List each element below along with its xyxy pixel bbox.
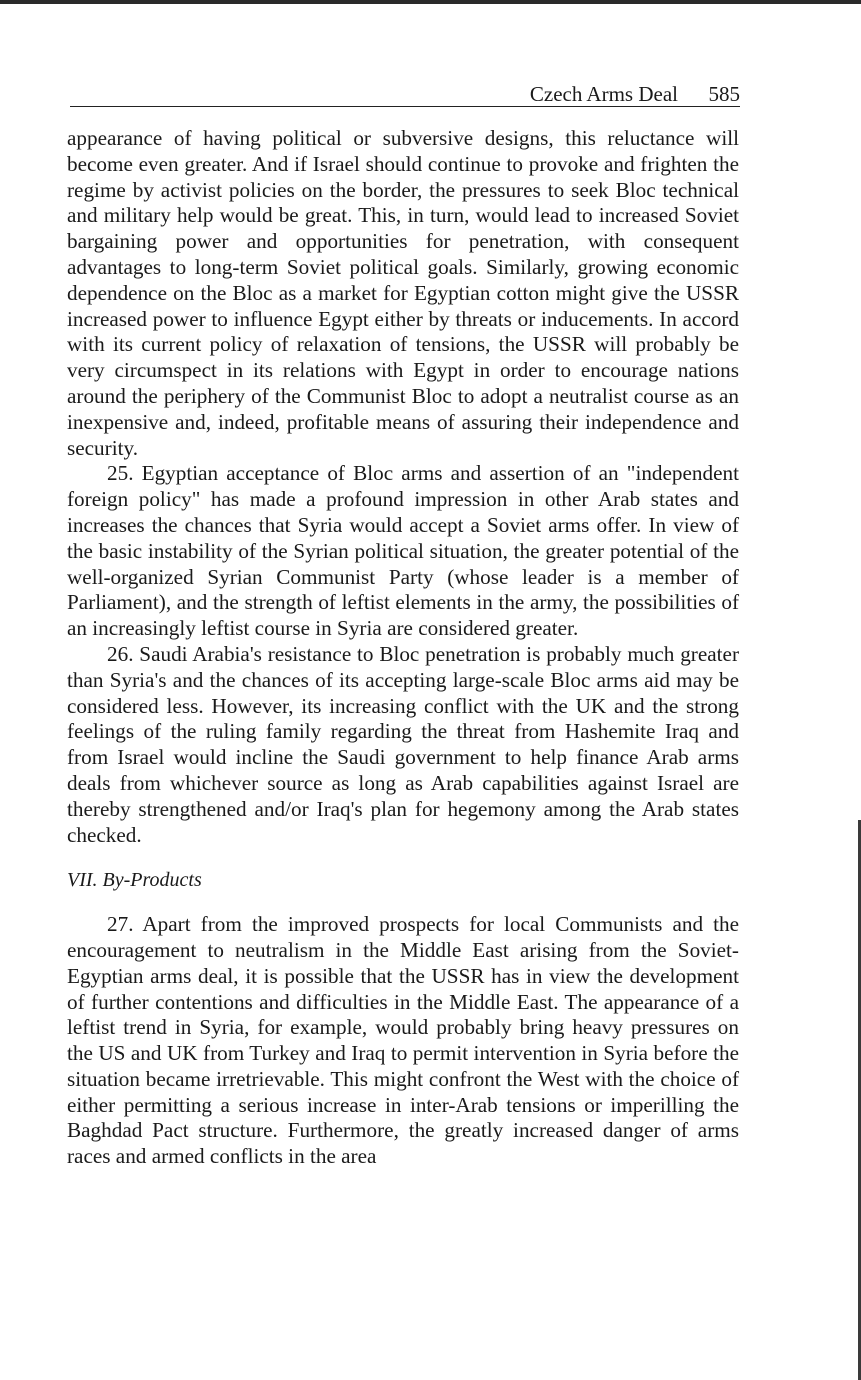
running-head-title: Czech Arms Deal <box>529 82 678 106</box>
paragraph-25: 25. Egyptian acceptance of Bloc arms and assertion of an "independent foreign policy" has made a profound impression in other Arab states and increases the chances that Syria would accept a Soviet arms offer. In view of the basic instability of the Syrian political situation, the greater potential of the well-organized Syrian Communist Party (whose leader is a member of Parliament), and the strength of leftist elements in the army, the possibilities of an increasingly leftist course in Syria are considered greater. <box>67 461 739 641</box>
paragraph-27: 27. Apart from the improved prospects for local Communists and the encouragement to neutralism in the Middle East arising from the Soviet-Egyptian arms deal, it is possible that the USSR has in view the development of further contentions and difficulties in the Middle East. The appearance of a leftist trend in Syria, for example, would probably bring heavy pressures on the US and UK from Turkey and Iraq to permit intervention in Syria before the situation became irretrievable. This might confront the West with the choice of either permitting a serious increase in inter-Arab tensions or imperilling the Baghdad Pact structure. Furthermore, the greatly increased danger of arms races and armed conflicts in the area <box>67 912 739 1169</box>
running-head <box>70 82 740 107</box>
page-top-border <box>0 0 861 4</box>
page-number: 585 <box>708 82 740 106</box>
paragraph-continued: appearance of having political or subversive designs, this reluctance will become even greater. And if Israel should continue to provoke and frighten the regime by activist policies on the border, the pressures to seek Bloc technical and military help would be great. This, in turn, would lead to increased Soviet bargaining power and opportunities for penetration, with consequent advantages to long-term Soviet political goals. Similarly, growing economic dependence on the Bloc as a market for Egyptian cotton might give the USSR increased power to influence Egypt either by threats or inducements. In accord with its current policy of relaxation of tensions, the USSR will probably be very circumspect in its relations with Egypt in order to encourage nations around the periphery of the Communist Bloc to adopt a neutralist course as an inexpensive and, indeed, profitable means of assuring their independence and security. <box>67 126 739 460</box>
body-text <box>67 126 739 1170</box>
paragraph-26: 26. Saudi Arabia's resistance to Bloc penetration is probably much greater than Syria's and the chances of its accepting large-scale Bloc arms aid may be considered less. However, its increasing conflict with the UK and the strong feelings of the ruling family regarding the threat from Hashemite Iraq and from Israel would incline the Saudi government to help finance Arab arms deals from whichever source as long as Arab capabilities against Israel are thereby strengthened and/or Iraq's plan for hegemony among the Arab states checked. <box>67 641 739 847</box>
section-heading: VII. By-Products <box>67 869 202 892</box>
